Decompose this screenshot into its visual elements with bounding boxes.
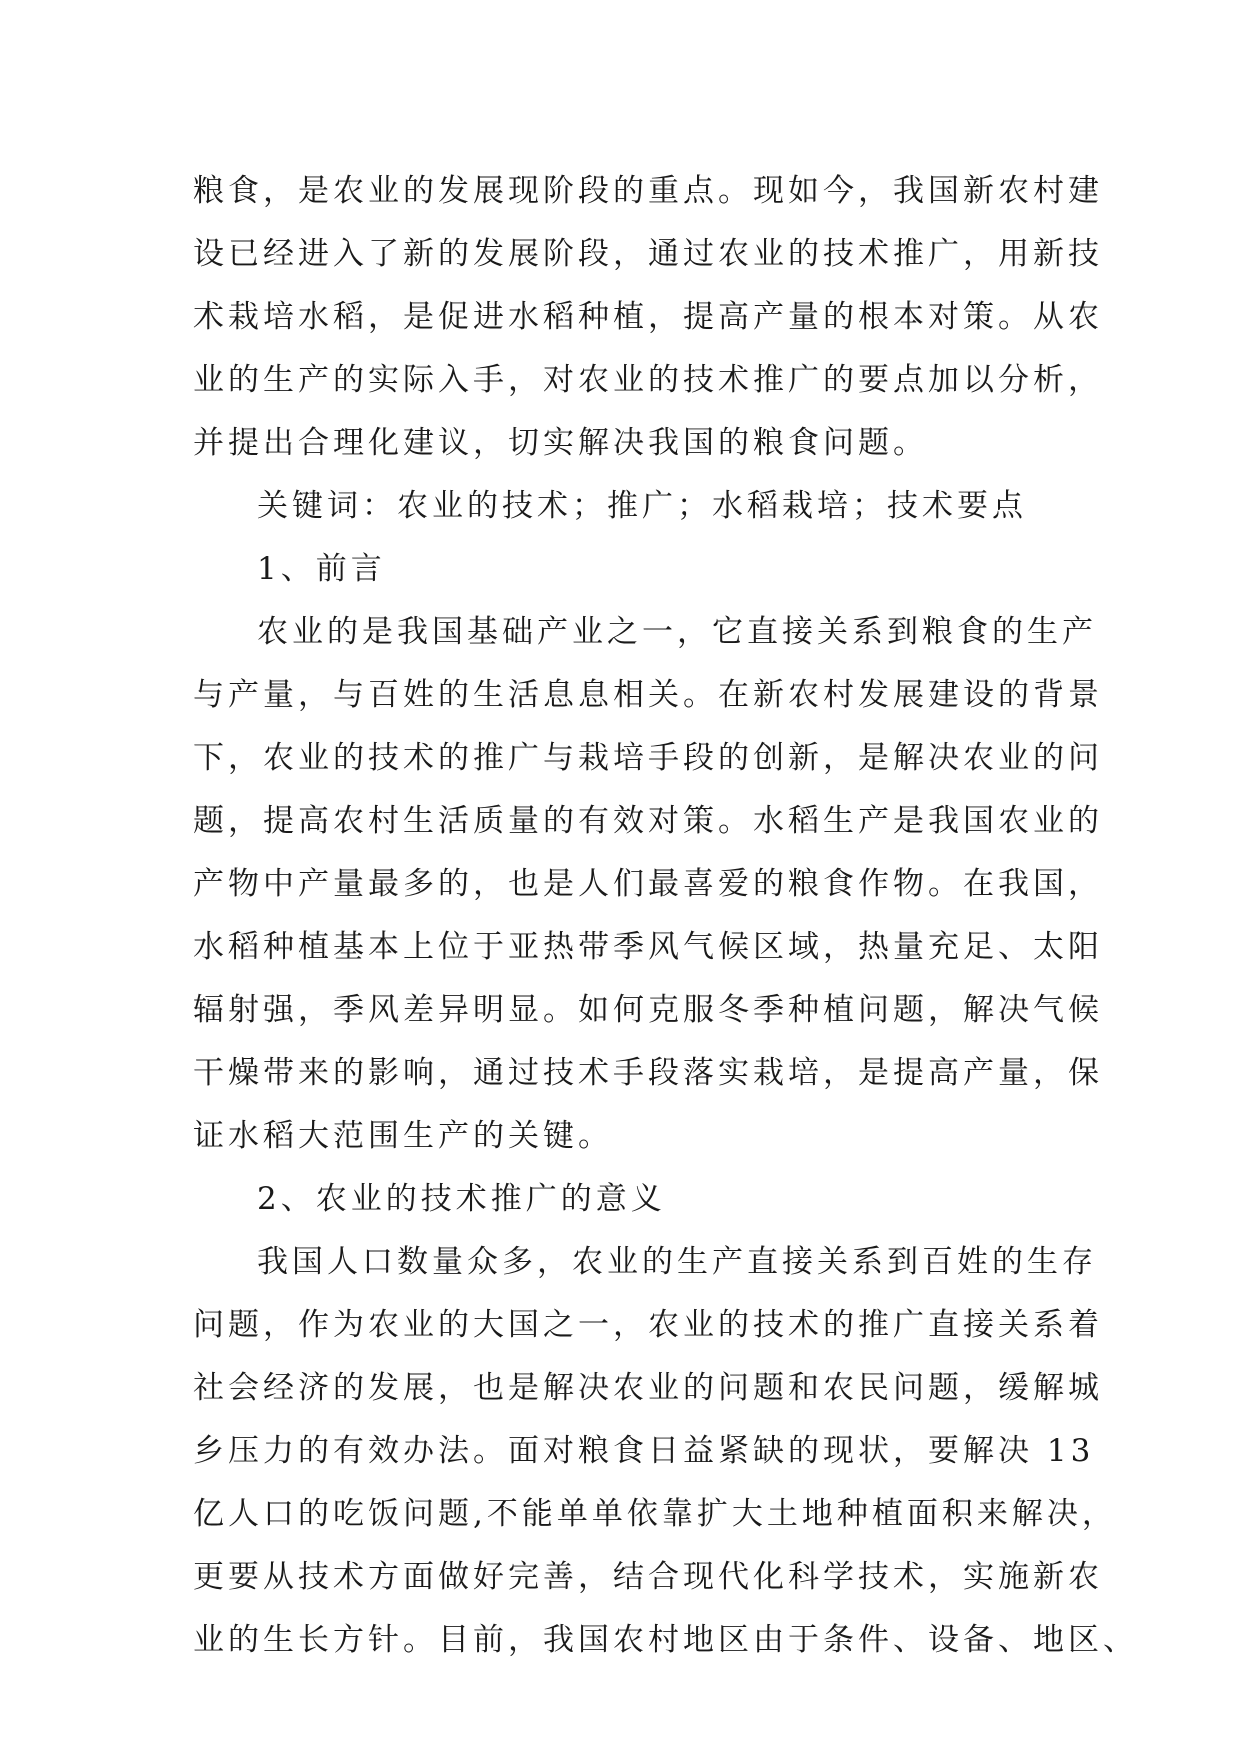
text-line: 题，提高农村生活质量的有效对策。水稻生产是我国农业的 (193, 803, 1103, 839)
text-line: 农业的是我国基础产业之一，它直接关系到粮食的生产 (257, 614, 1097, 650)
text-line: 社会经济的发展，也是解决农业的问题和农民问题，缓解城 (193, 1370, 1103, 1406)
text-line: 乡压力的有效办法。面对粮食日益紧缺的现状，要解决 13 (193, 1433, 1095, 1469)
text-line: 辐射强，季风差异明显。如何克服冬季种植问题，解决气候 (193, 992, 1103, 1028)
text-line: 设已经进入了新的发展阶段，通过农业的技术推广，用新技 (193, 236, 1103, 272)
text-line: 与产量，与百姓的生活息息相关。在新农村发展建设的背景 (193, 677, 1103, 713)
section-heading: 2、农业的技术推广的意义 (257, 1181, 666, 1217)
text-line: 业的生长方针。目前，我国农村地区由于条件、设备、地区、 (193, 1622, 1138, 1658)
text-line: 产物中产量最多的，也是人们最喜爱的粮食作物。在我国， (193, 866, 1103, 902)
text-line: 干燥带来的影响，通过技术手段落实栽培，是提高产量，保 (193, 1055, 1103, 1091)
text-line: 下，农业的技术的推广与栽培手段的创新，是解决农业的问 (193, 740, 1103, 776)
text-line: 术栽培水稻，是促进水稻种植，提高产量的根本对策。从农 (193, 299, 1103, 335)
text-line: 粮食，是农业的发展现阶段的重点。现如今，我国新农村建 (193, 173, 1103, 209)
section-heading: 1、前言 (257, 551, 386, 587)
text-line: 我国人口数量众多，农业的生产直接关系到百姓的生存 (257, 1244, 1097, 1280)
body-text (193, 160, 1138, 1672)
text-line: 更要从技术方面做好完善，结合现代化科学技术，实施新农 (193, 1559, 1103, 1595)
text-line: 亿人口的吃饭问题,不能单单依靠扩大土地种植面积来解决， (193, 1496, 1117, 1532)
text-line: 业的生产的实际入手，对农业的技术推广的要点加以分析， (193, 362, 1103, 398)
text-line: 并提出合理化建议，切实解决我国的粮食问题。 (193, 425, 928, 461)
text-line: 水稻种植基本上位于亚热带季风气候区域，热量充足、太阳 (193, 929, 1103, 965)
text-line: 证水稻大范围生产的关键。 (193, 1118, 613, 1154)
keywords-line: 关键词：农业的技术；推广；水稻栽培；技术要点 (257, 488, 1027, 524)
text-line: 问题，作为农业的大国之一，农业的技术的推广直接关系着 (193, 1307, 1103, 1343)
